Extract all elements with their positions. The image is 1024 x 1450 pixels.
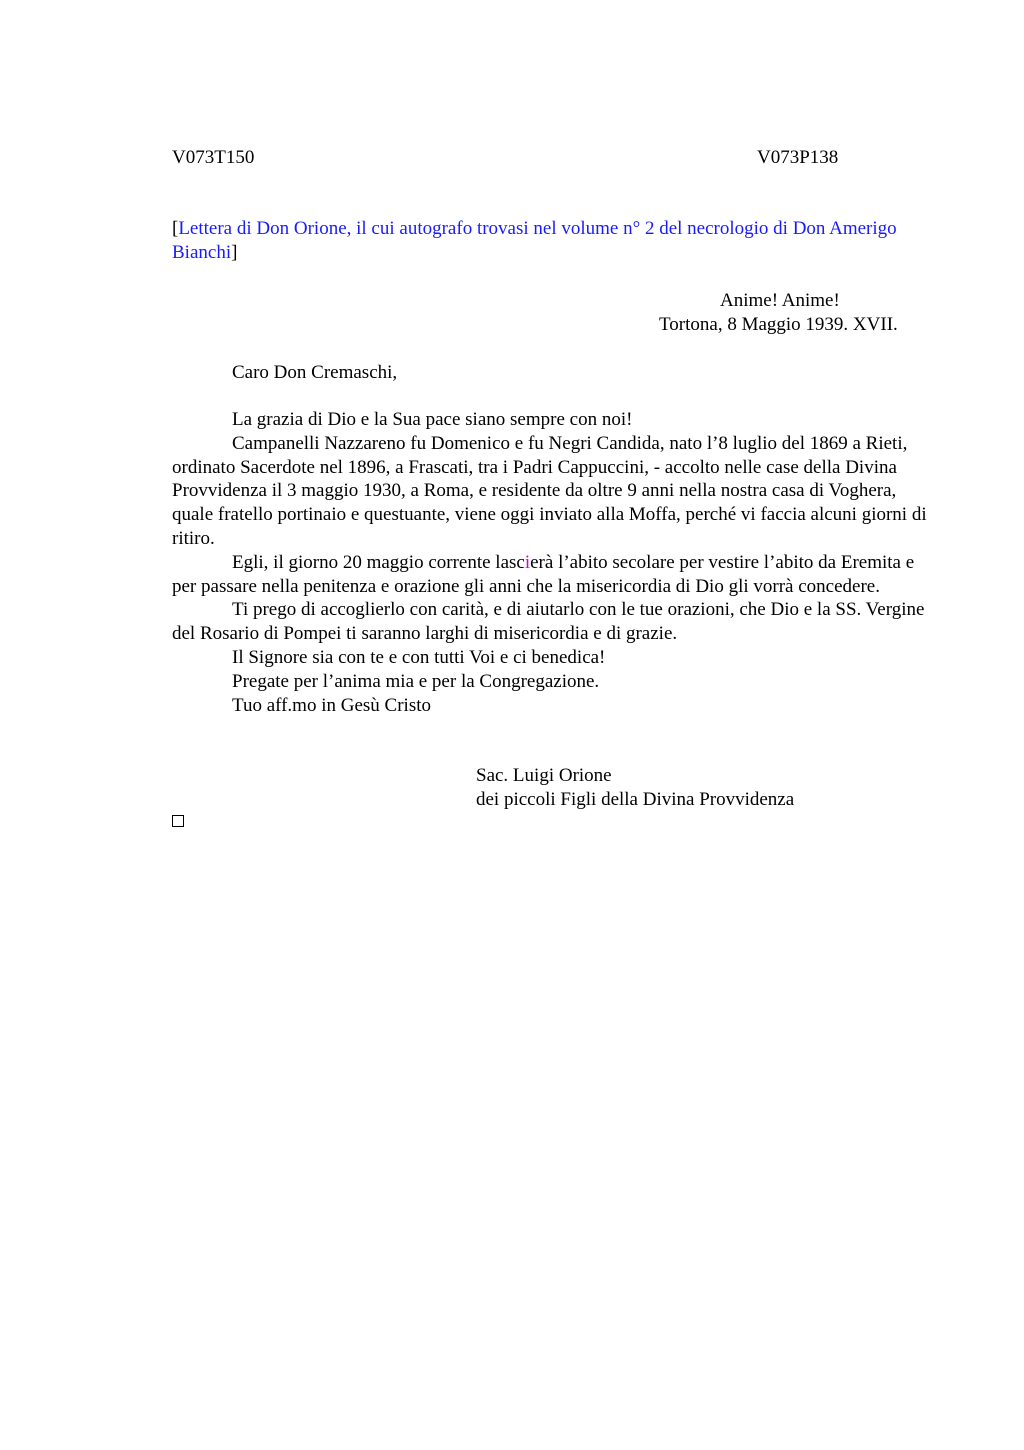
editorial-note-link[interactable]: Lettera di Don Orione, il cui autografo trovasi nel volume n° 2 del necrologio di Don Amerigo Bianchi xyxy=(172,218,897,263)
signature-name: Sac. Luigi Orione xyxy=(476,765,612,786)
signature-title: dei piccoli Figli della Divina Provvidenza xyxy=(476,789,795,810)
letter-salutation: Caro Don Cremaschi, xyxy=(232,362,398,383)
letter-body xyxy=(172,408,932,717)
body-paragraph: Ti prego di accoglierlo con carità, e di aiutarlo con le tue orazioni, che Dio e la SS. Vergine del Rosario di Pompei ti saranno larghi di misericordia e di grazie. xyxy=(172,599,925,645)
paragraph-text: Egli, il giorno 20 maggio corrente lasc xyxy=(232,551,525,573)
closing-line: Tuo aff.mo in Gesù Cristo xyxy=(232,694,431,716)
body-paragraph: La grazia di Dio e la Sua pace siano sempre con noi! xyxy=(232,409,633,430)
letter-dateline: Tortona, 8 Maggio 1939. XVII. xyxy=(659,314,898,335)
body-paragraph xyxy=(172,551,932,599)
note-open-bracket: [ xyxy=(172,218,179,239)
document-code-right: V073P138 xyxy=(757,147,839,168)
paragraph-text: erà l’abito secolare per vestire l’abito da Eremita e per passare nella penitenza e orazione gli anni che la misericordia di Dio gli vorrà concedere. xyxy=(172,551,915,597)
document-code-left: V073T150 xyxy=(172,147,255,168)
body-paragraph: Pregate per l’anima mia e per la Congregazione. xyxy=(232,670,600,692)
checkbox-icon[interactable] xyxy=(172,815,184,827)
body-paragraph: Campanelli Nazzareno fu Domenico e fu Negri Candida, nato l’8 luglio del 1869 a Rieti, ordinato Sacerdote nel 1896, a Frascati, tra i Padri Cappuccini, - accolto nelle case della Divina Provvidenza il 3 maggio 1930, a Roma, e residente da oltre 9 anni nella nostra casa di Voghera, quale fratello portinaio e questuante, viene oggi inviato alla Moffa, perché vi faccia alcuni giorni di ritiro. xyxy=(172,432,927,549)
letter-motto: Anime! Anime! xyxy=(720,290,840,311)
body-paragraph: Il Signore sia con te e con tutti Voi e ci benedica! xyxy=(232,646,606,668)
editorial-note xyxy=(172,217,932,265)
note-close-bracket: ] xyxy=(231,242,238,263)
highlighted-letter: i xyxy=(524,551,531,573)
